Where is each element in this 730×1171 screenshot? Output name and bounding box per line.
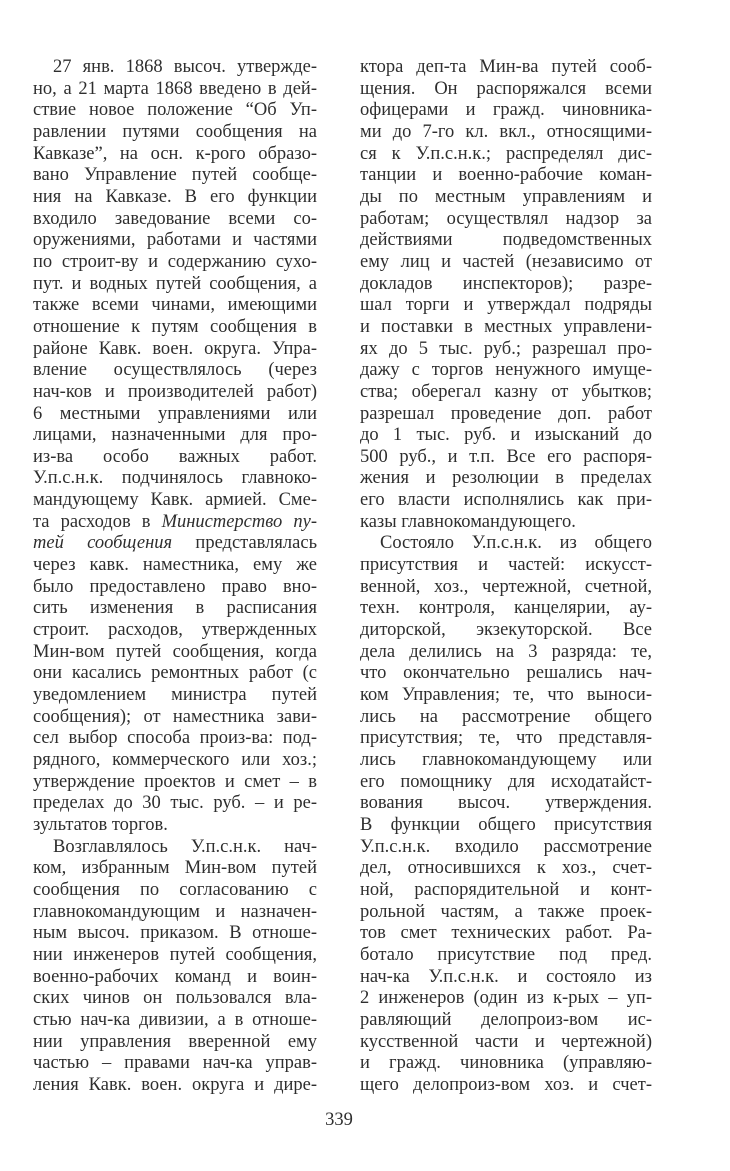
text-line: разрешал проведение доп. работ <box>360 403 652 424</box>
text-line: Мин-вом путей сообщения, когда <box>33 641 317 662</box>
text-line: нии инженеров путей сообщения, <box>33 944 317 965</box>
text-line: докладов инспекторов); разре- <box>360 273 652 294</box>
text-line: ления Кавк. воен. округа и дире- <box>33 1074 317 1095</box>
text-line: присутствия; те, что представля- <box>360 728 652 749</box>
text-line: входило заведование всеми со- <box>33 208 317 229</box>
text-line: равлении путями сообщения на <box>33 121 317 142</box>
text-line: В функции общего присутствия <box>360 814 652 835</box>
text-line: вление осуществлялось (через <box>33 360 317 381</box>
text-line: строит. расходов, утвержденных <box>33 620 317 641</box>
text-line: через кавк. наместника, ему же <box>33 555 317 576</box>
text-line: уведомлением министра путей <box>33 685 317 706</box>
text-line: танции и военно-рабочие коман- <box>360 165 652 186</box>
text-column-right <box>360 57 652 1097</box>
text-line: ком, избранным Мин-вом путей <box>33 858 317 879</box>
text-line: кусственной части и чертежной) <box>360 1031 652 1052</box>
text-line: вования высоч. утверждения. <box>360 793 652 814</box>
text-line: районе Кавк. воен. округа. Упра- <box>33 338 317 359</box>
text-line: нач-ков и производителей работ) <box>33 381 317 402</box>
text-line: сообщения); от наместника зави- <box>33 706 317 727</box>
text-line: жения и резолюции в пределах <box>360 468 652 489</box>
text-line: щения. Он распоряжался всеми <box>360 78 652 99</box>
text-line: У.п.с.н.к. подчинялось главноко- <box>33 468 317 489</box>
text-line: техн. контроля, канцелярии, ау- <box>360 598 652 619</box>
text-line: действиями подведомственных <box>360 230 652 251</box>
text-line: рольной частям, а также проек- <box>360 901 652 922</box>
text-line: из-ва особо важных работ. <box>33 446 317 467</box>
text-line: военно-рабочих команд и воин- <box>33 966 317 987</box>
text-line: лицами, назначенными для про- <box>33 425 317 446</box>
text-segment: представлялась <box>172 533 318 554</box>
text-line: диторской, экзекуторской. Все <box>360 620 652 641</box>
text-line: ся к У.п.с.н.к.; распределял дис- <box>360 143 652 164</box>
text-line: дел, относившихся к хоз., счет- <box>360 858 652 879</box>
text-line: ства; оберегал казну от убытков; <box>360 381 652 402</box>
text-line: было предоставлено право вно- <box>33 576 317 597</box>
text-line: пределах до 30 тыс. руб. – и ре- <box>33 793 317 814</box>
text-line: присутствия и частей: искусст- <box>360 555 652 576</box>
text-line: стью нач-ка дивизии, а в отноше- <box>33 1009 317 1030</box>
text-line: Возглавлялось У.п.с.н.к. нач- <box>53 836 317 857</box>
text-line: частью – правами нач-ка управ- <box>33 1053 317 1074</box>
text-segment: та расходов в <box>33 511 162 532</box>
italic-text: Министерство пу- <box>161 511 317 532</box>
text-line: шал торги и утверждал подряды <box>360 295 652 316</box>
text-line: ком Управления; те, что выноси- <box>360 685 652 706</box>
text-line: казы главнокомандующего. <box>360 511 576 532</box>
text-line: ной, распорядительной и конт- <box>360 879 652 900</box>
text-line: его помощнику для исходатайст- <box>360 771 652 792</box>
text-line: работам; осуществлял надзор за <box>360 208 652 229</box>
text-line: сел выбор способа произ-ва: под- <box>33 728 317 749</box>
text-line: венной, хоз., чертежной, счетной, <box>360 576 652 597</box>
text-line: главнокомандующим и назначен- <box>33 901 317 922</box>
text-line: ботало присутствие под пред. <box>360 944 652 965</box>
text-line: ми до 7-го кл. вкл., относящими- <box>360 121 652 142</box>
text-line: 6 местными управлениями или <box>33 403 317 424</box>
text-line: и гражд. чиновника (управляю- <box>360 1053 652 1074</box>
page-number: 339 <box>325 1110 353 1130</box>
text-line: нач-ка У.п.с.н.к. и состояло из <box>360 966 652 987</box>
text-line <box>33 533 317 555</box>
text-line: пут. и водных путей сообщения, а <box>33 273 317 294</box>
text-line: дажу с торгов ненужного имуще- <box>360 360 652 381</box>
italic-text: тей сообщения <box>33 533 173 554</box>
text-line: отношение к путям сообщения в <box>33 316 317 337</box>
text-line: дела делились на 3 разряда: те, <box>360 641 652 662</box>
text-line: Кавказе”, на осн. к-рого образо- <box>33 143 317 164</box>
text-line: но, а 21 марта 1868 введено в дей- <box>33 78 317 99</box>
text-line: 27 янв. 1868 высоч. утвержде- <box>53 57 317 77</box>
text-line: нии управления вверенной ему <box>33 1031 317 1052</box>
text-line <box>33 512 317 534</box>
text-line: его власти исполнялись как при- <box>360 490 652 511</box>
text-line: ему лиц и частей (независимо от <box>360 251 652 272</box>
text-line: мандующему Кавк. армией. Сме- <box>33 490 317 511</box>
text-line: ствие новое положение “Об Уп- <box>33 100 317 121</box>
text-line: Состояло У.п.с.н.к. из общего <box>380 533 652 554</box>
text-line: ным высоч. приказом. В отноше- <box>33 923 317 944</box>
text-line: лись на рассмотрение общего <box>360 706 652 727</box>
text-line: ды по местным управлениям и <box>360 186 652 207</box>
text-line: ях до 5 тыс. руб.; разрешал про- <box>360 338 652 359</box>
text-line: также всеми чинами, имеющими <box>33 295 317 316</box>
text-line: вано Управление путей сообще- <box>33 165 317 186</box>
text-line: щего делопроиз-вом хоз. и счет- <box>360 1074 652 1095</box>
text-line: 2 инженеров (один из к-рых – уп- <box>360 988 652 1009</box>
text-line: сить изменения в расписания <box>33 598 317 619</box>
text-line: равляющий делопроиз-вом ис- <box>360 1009 652 1030</box>
text-line: рядного, коммерческого или хоз.; <box>33 750 317 770</box>
text-line: сообщения по согласованию с <box>33 879 317 900</box>
text-line: они касались ремонтных работ (с <box>33 663 317 684</box>
text-line: 500 руб., и т.п. Все его распоря- <box>360 446 652 467</box>
text-line: тов смет технических работ. Ра- <box>360 923 652 944</box>
text-line: У.п.с.н.к. входило рассмотрение <box>360 836 652 857</box>
text-line: ктора деп-та Мин-ва путей сооб- <box>360 57 652 77</box>
text-line: зультатов торгов. <box>33 814 168 835</box>
text-line: до 1 тыс. руб. и изысканий до <box>360 425 652 446</box>
text-line: по строит-ву и содержанию сухо- <box>33 251 317 272</box>
text-line: оружениями, работами и частями <box>33 230 317 251</box>
text-line: что окончательно решались нач- <box>360 663 652 684</box>
text-line: лись главнокомандующему или <box>360 750 652 770</box>
text-line: офицерами и гражд. чиновника- <box>360 100 652 121</box>
text-line: ских чинов он пользовался вла- <box>33 988 317 1009</box>
text-line: ния на Кавказе. В его функции <box>33 186 317 207</box>
text-line: утверждение проектов и смет – в <box>33 771 317 792</box>
text-line: и поставки в местных управлени- <box>360 316 652 337</box>
text-column-left <box>33 57 317 1097</box>
